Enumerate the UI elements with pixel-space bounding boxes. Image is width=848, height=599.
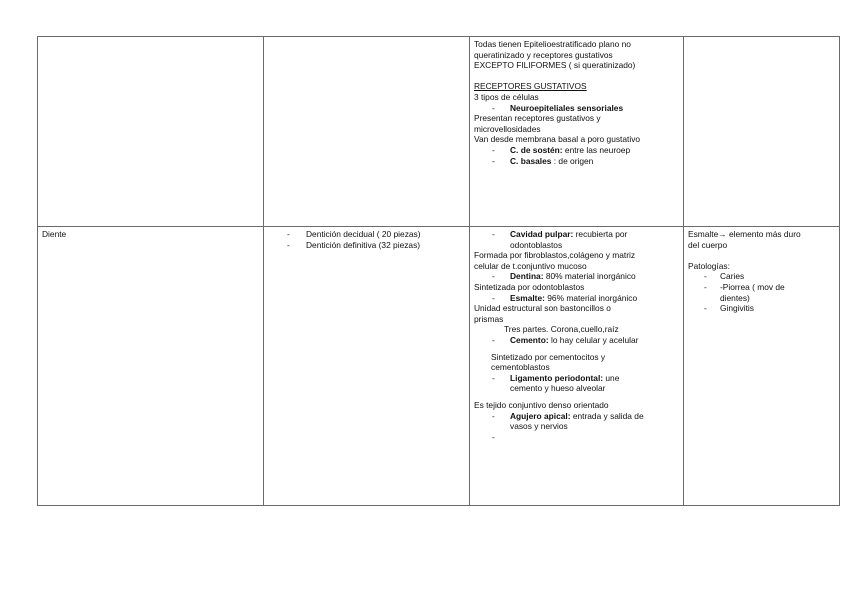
table-cell-topic: Diente [38, 227, 264, 506]
bullet-dash: - [704, 303, 707, 314]
bullet-dash: - [704, 281, 707, 292]
term: C. basales [510, 155, 552, 166]
text-line: odontoblastos [510, 239, 563, 250]
table-cell-empty [684, 37, 840, 227]
list-item-text: Caries [720, 271, 745, 282]
text-line: celular de t.conjuntivo mucoso [474, 260, 587, 271]
definition: 80% material inorgánico [543, 271, 636, 282]
definition: 96% material inorgánico [544, 292, 638, 303]
text-line: prismas [474, 313, 504, 324]
term: C. de sostén: [510, 144, 563, 155]
text-line: Todas tienen Epitelioestratificado plano no [474, 39, 631, 49]
text-line: cemento y hueso alveolar [510, 383, 606, 394]
text-line: Es tejido conjuntivo denso orientado [474, 399, 609, 410]
bullet-dash: - [287, 229, 290, 239]
list-item [474, 373, 679, 384]
table-row [38, 227, 840, 506]
definition: entrada y salida de [570, 410, 644, 421]
list-item [688, 303, 835, 314]
term: Cemento: [510, 334, 549, 345]
text-line: Patologías: [688, 260, 730, 271]
text-line: vasos y nervios [510, 421, 568, 432]
text-line: microvellosidades [474, 123, 541, 134]
text-line: Formada por fibroblastos,colágeno y matriz [474, 250, 636, 261]
text-line: Tres partes. Corona,cuello,raíz [504, 324, 619, 335]
term: Dentina: [510, 271, 544, 282]
text-line: Sintetizada por odontoblastos [474, 281, 585, 292]
list-item [474, 271, 679, 282]
list-item [474, 293, 679, 304]
table-cell-dentition [264, 227, 470, 506]
bullet-dash: - [492, 271, 495, 282]
term: Esmalte: [510, 292, 545, 303]
notes-table [37, 36, 840, 506]
table-cell-tooth-structure [470, 227, 684, 506]
term: Cavidad pulpar: [510, 229, 574, 239]
table-cell-empty [38, 37, 264, 227]
list-item [268, 240, 465, 251]
text-line: Unidad estructural son bastoncillos o [474, 303, 611, 314]
list-item [688, 271, 835, 282]
text-line: Van desde membrana basal a poro gustativo [474, 134, 641, 145]
list-item-text: Gingivitis [720, 303, 754, 314]
term: Neuroepiteliales sensoriales [510, 102, 624, 113]
bullet-dash: - [492, 334, 495, 345]
table-cell-notes [684, 227, 840, 506]
bullet-dash: - [492, 372, 495, 383]
list-item-text: Dentición decidual ( 20 piezas) [306, 229, 421, 239]
bullet-dash: - [492, 102, 495, 113]
definition: une [603, 372, 620, 383]
text-line: cementoblastos [491, 362, 550, 373]
definition: lo hay celular y acelular [548, 334, 639, 345]
table-cell-empty [264, 37, 470, 227]
list-item [474, 229, 679, 240]
list-item [268, 229, 465, 240]
text-line: queratinizado y receptores gustativos [474, 49, 613, 60]
bullet-dash: - [492, 144, 495, 155]
list-item [474, 411, 679, 422]
text-line: Presentan receptores gustativos y [474, 113, 601, 124]
term: Ligamento periodontal: [510, 372, 604, 383]
section-heading: RECEPTORES GUSTATIVOS [474, 81, 587, 92]
list-item [474, 156, 679, 167]
bullet-dash: - [704, 271, 707, 282]
definition: recubierta por [573, 229, 628, 239]
text-line: dientes) [720, 292, 750, 303]
text-line: Sintetizado por cementocitos y [491, 351, 606, 362]
list-item [474, 145, 679, 156]
list-item-text: Dentición definitiva (32 piezas) [306, 239, 421, 250]
definition: entre las neuroep [562, 144, 631, 155]
table-row [38, 37, 840, 227]
text-line: EXCEPTO FILIFORMES ( si queratinizado) [474, 60, 636, 71]
bullet-dash: - [492, 155, 495, 166]
list-item [474, 335, 679, 346]
list-item [474, 103, 679, 114]
text-line: Esmalte→ elemento más duro [688, 229, 801, 239]
definition: : de origen [551, 155, 594, 166]
list-item [688, 282, 835, 293]
text-line: 3 tipos de células [474, 91, 539, 102]
list-item-text: -Piorrea ( mov de [720, 281, 785, 292]
bullet-dash: - [492, 431, 495, 442]
bullet-dash: - [492, 410, 495, 421]
table-cell-lingual-papillae [470, 37, 684, 227]
bullet-dash: - [492, 292, 495, 303]
text-line: del cuerpo [688, 239, 728, 250]
bullet-dash: - [287, 239, 290, 250]
bullet-dash: - [492, 229, 495, 239]
term: Agujero apical: [510, 410, 571, 421]
